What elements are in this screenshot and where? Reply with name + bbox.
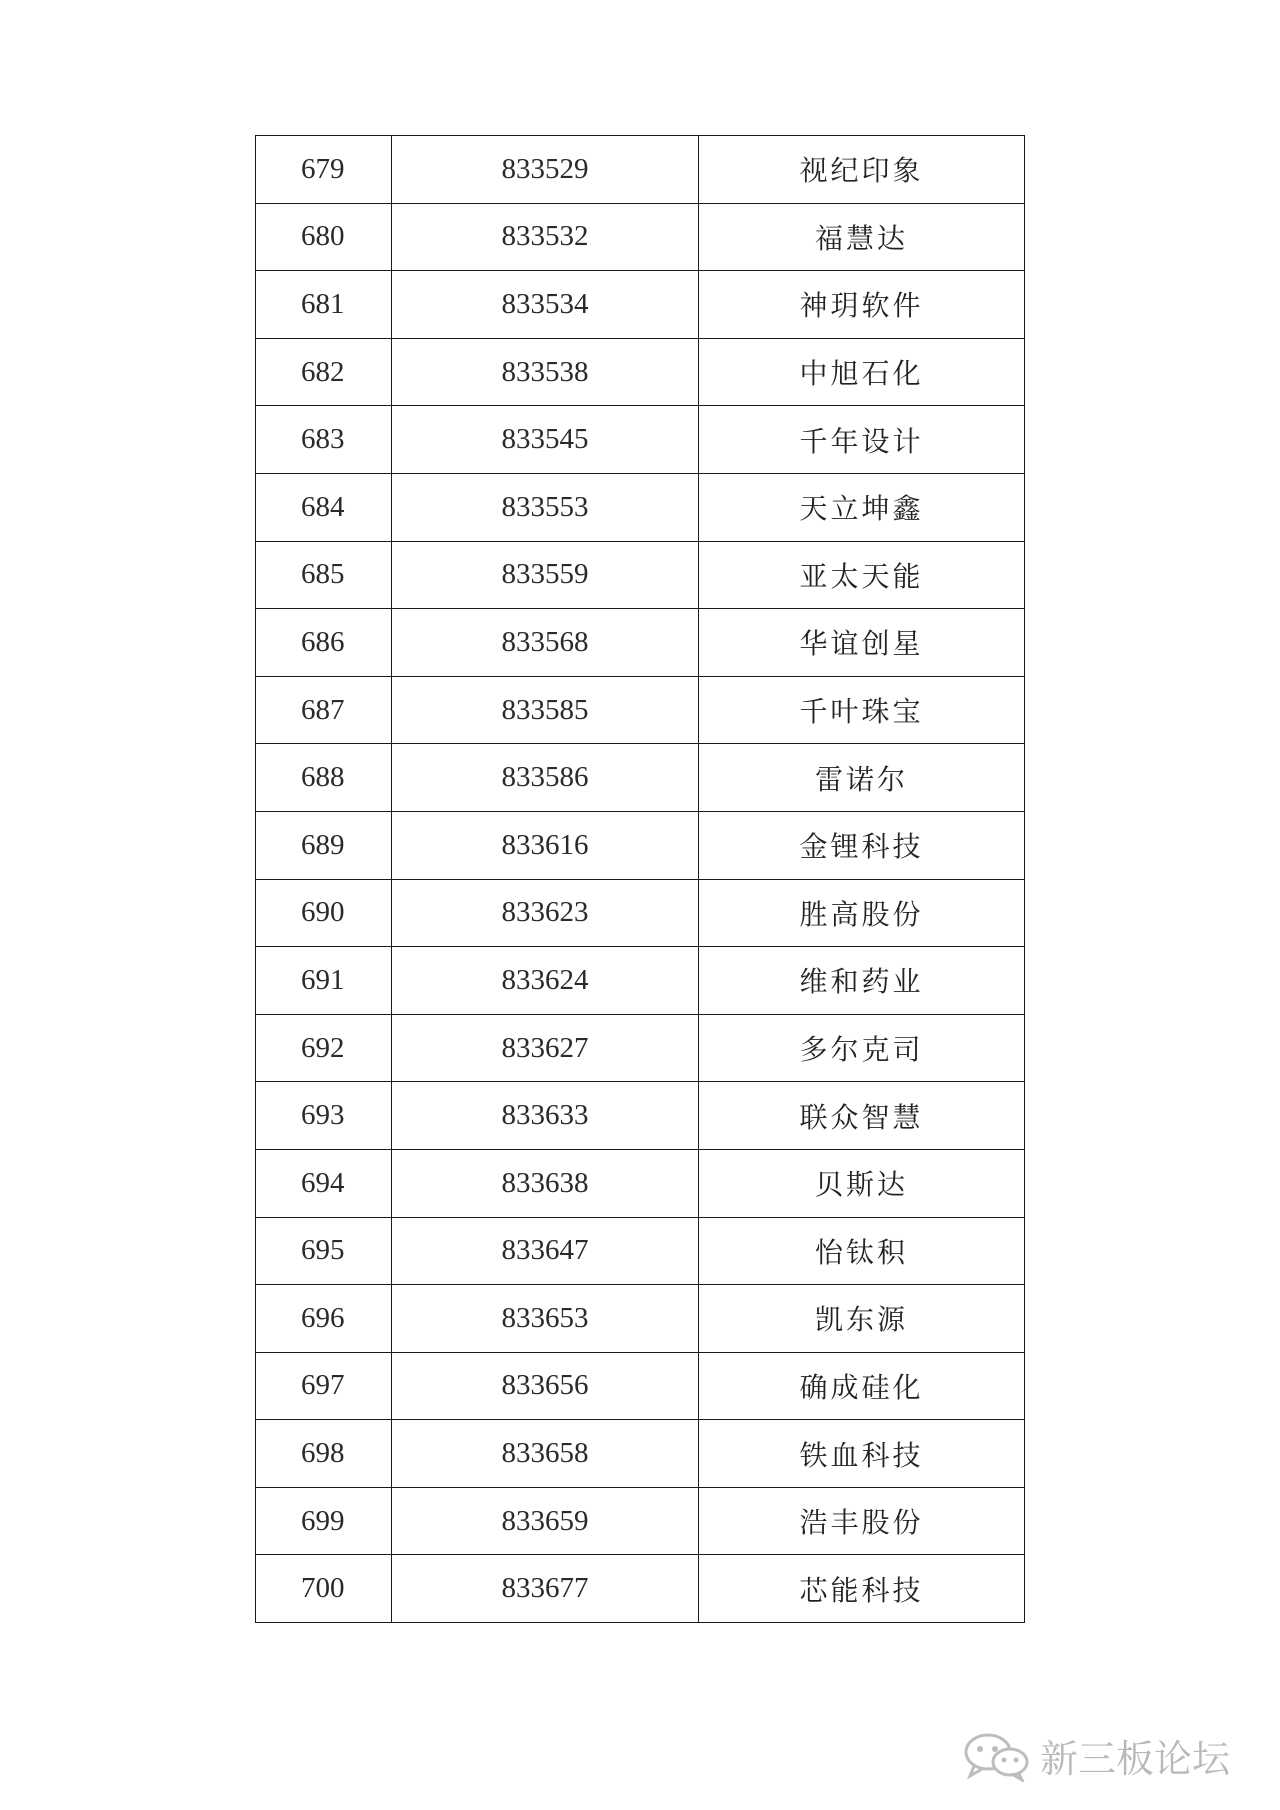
- company-name-cell: 凯东源: [699, 1285, 1025, 1353]
- row-index-cell: 700: [256, 1555, 392, 1623]
- table-row: [256, 811, 1025, 879]
- company-name-cell: 视纪印象: [699, 136, 1025, 204]
- row-index-cell: 685: [256, 541, 392, 609]
- row-index-cell: 686: [256, 609, 392, 677]
- company-list-table: [255, 135, 1025, 1623]
- table-row: [256, 541, 1025, 609]
- table-row: [256, 1555, 1025, 1623]
- row-index-cell: 681: [256, 271, 392, 339]
- table-row: [256, 136, 1025, 204]
- stock-code-cell: 833532: [392, 203, 699, 271]
- stock-code-cell: 833553: [392, 473, 699, 541]
- row-index-cell: 687: [256, 676, 392, 744]
- row-index-cell: 698: [256, 1420, 392, 1488]
- company-name-cell: 芯能科技: [699, 1555, 1025, 1623]
- table-row: [256, 1082, 1025, 1150]
- table-row: [256, 338, 1025, 406]
- company-name-cell: 胜高股份: [699, 879, 1025, 947]
- table-row: [256, 473, 1025, 541]
- table-row: [256, 271, 1025, 339]
- stock-code-cell: 833538: [392, 338, 699, 406]
- stock-code-cell: 833623: [392, 879, 699, 947]
- stock-code-cell: 833638: [392, 1149, 699, 1217]
- table-row: [256, 947, 1025, 1015]
- row-index-cell: 690: [256, 879, 392, 947]
- company-name-cell: 雷诺尔: [699, 744, 1025, 812]
- company-name-cell: 金锂科技: [699, 811, 1025, 879]
- company-name-cell: 神玥软件: [699, 271, 1025, 339]
- row-index-cell: 693: [256, 1082, 392, 1150]
- stock-code-cell: 833656: [392, 1352, 699, 1420]
- stock-code-cell: 833653: [392, 1285, 699, 1353]
- table-body: [256, 136, 1025, 1623]
- company-name-cell: 福慧达: [699, 203, 1025, 271]
- table-row: [256, 879, 1025, 947]
- row-index-cell: 695: [256, 1217, 392, 1285]
- row-index-cell: 689: [256, 811, 392, 879]
- table-row: [256, 1420, 1025, 1488]
- watermark-text: 新三板论坛: [1040, 1737, 1231, 1781]
- company-name-cell: 联众智慧: [699, 1082, 1025, 1150]
- row-index-cell: 694: [256, 1149, 392, 1217]
- wechat-icon: [960, 1730, 1032, 1782]
- company-name-cell: 怡钛积: [699, 1217, 1025, 1285]
- stock-code-cell: 833529: [392, 136, 699, 204]
- stock-code-cell: 833534: [392, 271, 699, 339]
- stock-code-cell: 833545: [392, 406, 699, 474]
- stock-code-cell: 833585: [392, 676, 699, 744]
- stock-code-cell: 833616: [392, 811, 699, 879]
- company-name-cell: 亚太天能: [699, 541, 1025, 609]
- table-row: [256, 744, 1025, 812]
- table-row: [256, 609, 1025, 677]
- stock-code-cell: 833658: [392, 1420, 699, 1488]
- company-name-cell: 确成硅化: [699, 1352, 1025, 1420]
- table-row: [256, 1014, 1025, 1082]
- company-name-cell: 多尔克司: [699, 1014, 1025, 1082]
- company-name-cell: 贝斯达: [699, 1149, 1025, 1217]
- row-index-cell: 691: [256, 947, 392, 1015]
- table-row: [256, 1352, 1025, 1420]
- stock-code-cell: 833647: [392, 1217, 699, 1285]
- row-index-cell: 696: [256, 1285, 392, 1353]
- table-row: [256, 203, 1025, 271]
- company-name-cell: 千叶珠宝: [699, 676, 1025, 744]
- row-index-cell: 692: [256, 1014, 392, 1082]
- stock-code-cell: 833568: [392, 609, 699, 677]
- stock-code-cell: 833559: [392, 541, 699, 609]
- stock-code-cell: 833677: [392, 1555, 699, 1623]
- stock-code-cell: 833633: [392, 1082, 699, 1150]
- company-name-cell: 维和药业: [699, 947, 1025, 1015]
- row-index-cell: 680: [256, 203, 392, 271]
- table-row: [256, 1149, 1025, 1217]
- company-list-table-wrap: [255, 135, 1022, 1623]
- stock-code-cell: 833624: [392, 947, 699, 1015]
- stock-code-cell: 833659: [392, 1487, 699, 1555]
- row-index-cell: 679: [256, 136, 392, 204]
- stock-code-cell: 833586: [392, 744, 699, 812]
- company-name-cell: 千年设计: [699, 406, 1025, 474]
- row-index-cell: 682: [256, 338, 392, 406]
- company-name-cell: 华谊创星: [699, 609, 1025, 677]
- row-index-cell: 683: [256, 406, 392, 474]
- row-index-cell: 688: [256, 744, 392, 812]
- stock-code-cell: 833627: [392, 1014, 699, 1082]
- company-name-cell: 天立坤鑫: [699, 473, 1025, 541]
- row-index-cell: 684: [256, 473, 392, 541]
- company-name-cell: 铁血科技: [699, 1420, 1025, 1488]
- company-name-cell: 浩丰股份: [699, 1487, 1025, 1555]
- table-row: [256, 676, 1025, 744]
- row-index-cell: 699: [256, 1487, 392, 1555]
- table-row: [256, 1217, 1025, 1285]
- table-row: [256, 406, 1025, 474]
- watermark: [960, 1728, 1230, 1783]
- table-row: [256, 1487, 1025, 1555]
- table-row: [256, 1285, 1025, 1353]
- row-index-cell: 697: [256, 1352, 392, 1420]
- company-name-cell: 中旭石化: [699, 338, 1025, 406]
